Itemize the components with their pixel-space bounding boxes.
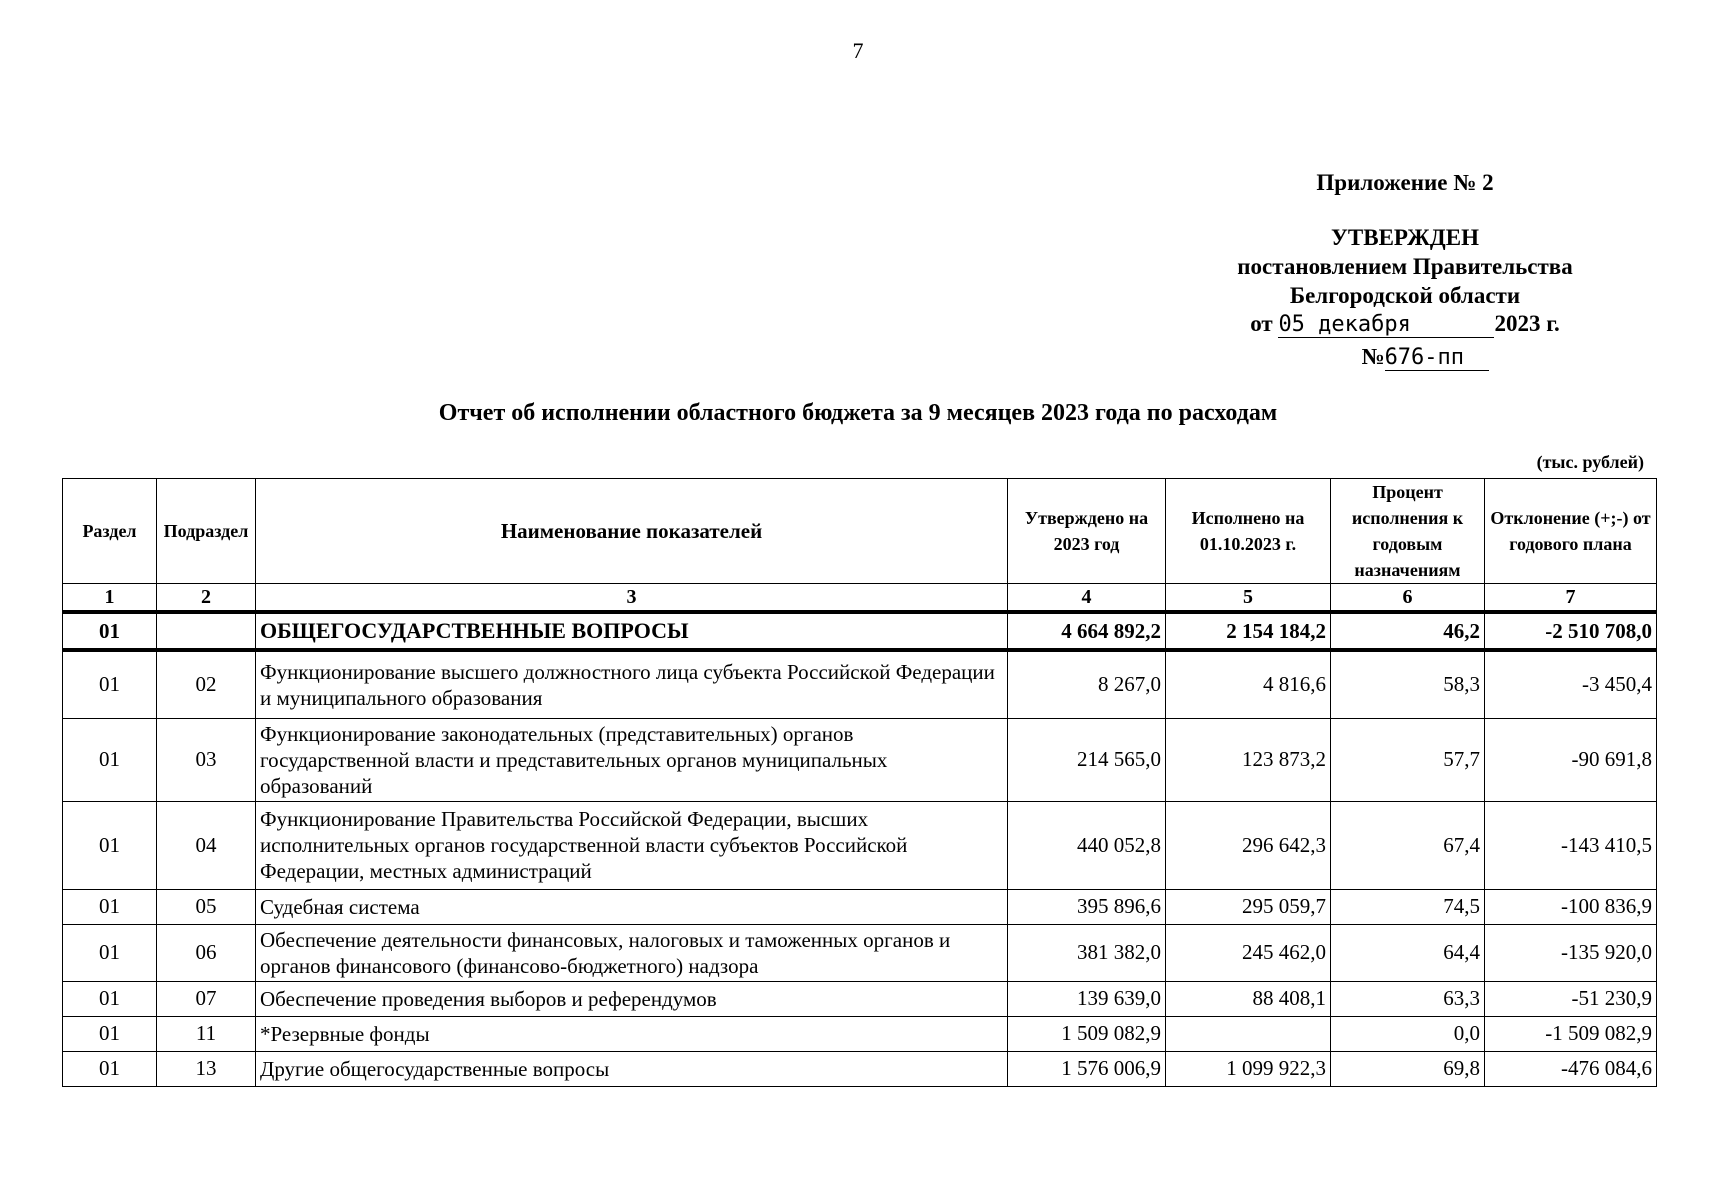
deviation-cell: -2 510 708,0 [1485,612,1657,650]
deviation-cell: -476 084,6 [1485,1051,1657,1086]
name-cell: Функционирование Правительства Российской Федерации, высших исполнительных органов государственной власти субъектов Российской Федерации, местных администраций [256,801,1008,889]
approved-cell: 440 052,8 [1008,801,1166,889]
executed-cell: 295 059,7 [1166,889,1331,924]
header-row [63,479,1657,584]
executed-cell: 4 816,6 [1166,650,1331,718]
subsection-cell: 07 [157,981,256,1016]
table-row [63,1016,1657,1051]
col-header-percent: Процент исполнения к годовым назначениям [1331,479,1485,584]
subsection-cell: 13 [157,1051,256,1086]
number-value: 676-пп [1385,345,1489,371]
column-number-row [63,584,1657,613]
table-row [63,650,1657,718]
deviation-cell: -3 450,4 [1485,650,1657,718]
date-prefix: от [1250,311,1273,336]
percent-cell: 74,5 [1331,889,1485,924]
col-header-approved: Утверждено на 2023 год [1008,479,1166,584]
percent-cell: 0,0 [1331,1016,1485,1051]
approved-by-line2: Белгородской области [1289,283,1521,308]
executed-cell: 88 408,1 [1166,981,1331,1016]
page-number: 7 [852,38,864,63]
percent-cell: 46,2 [1331,612,1485,650]
section-cell: 01 [63,1016,157,1051]
col-number: 7 [1485,584,1657,613]
name-cell: *Резервные фонды [256,1016,1008,1051]
col-header-executed: Исполнено на 01.10.2023 г. [1166,479,1331,584]
name-cell: Функционирование высшего должностного лица субъекта Российской Федерации и муниципального образования [256,650,1008,718]
budget-table [62,478,1657,1087]
name-cell: Обеспечение деятельности финансовых, налоговых и таможенных органов и органов финансового (финансово-бюджетного) надзора [256,924,1008,981]
deviation-cell: -100 836,9 [1485,889,1657,924]
executed-cell: 245 462,0 [1166,924,1331,981]
units-label: (тыс. рублей) [1536,452,1644,472]
executed-cell: 123 873,2 [1166,718,1331,801]
approved-cell: 1 576 006,9 [1008,1051,1166,1086]
section-cell: 01 [63,801,157,889]
subsection-cell: 04 [157,801,256,889]
date-value: 05 декабря [1278,312,1494,338]
table-row [63,1051,1657,1086]
approval-number [1225,344,1625,371]
section-cell: 01 [63,718,157,801]
section-cell: 01 [63,612,157,650]
approved-cell: 214 565,0 [1008,718,1166,801]
subsection-cell: 05 [157,889,256,924]
col-header-section: Раздел [63,479,157,584]
approved-cell: 381 382,0 [1008,924,1166,981]
executed-cell [1166,1016,1331,1051]
executed-cell: 296 642,3 [1166,801,1331,889]
percent-cell: 67,4 [1331,801,1485,889]
name-cell: Другие общегосударственные вопросы [256,1051,1008,1086]
approved-cell: 4 664 892,2 [1008,612,1166,650]
total-row [63,612,1657,650]
name-cell: ОБЩЕГОСУДАРСТВЕННЫЕ ВОПРОСЫ [256,612,1008,650]
section-cell: 01 [63,650,157,718]
approved-label: УТВЕРЖДЕН [1331,225,1479,250]
deviation-cell: -143 410,5 [1485,801,1657,889]
subsection-cell: 02 [157,650,256,718]
table-row [63,924,1657,981]
col-number: 6 [1331,584,1485,613]
deviation-cell: -135 920,0 [1485,924,1657,981]
number-prefix: № [1361,344,1385,369]
col-header-subsection: Подраздел [157,479,256,584]
executed-cell: 1 099 922,3 [1166,1051,1331,1086]
table-row [63,981,1657,1016]
percent-cell: 58,3 [1331,650,1485,718]
col-number: 2 [157,584,256,613]
col-number: 4 [1008,584,1166,613]
approval-date [1205,311,1605,338]
appendix-label: Приложение № 2 [1316,170,1494,195]
percent-cell: 57,7 [1331,718,1485,801]
approved-by-line1: постановлением Правительства [1237,254,1573,279]
date-year: 2023 г. [1494,311,1560,336]
executed-cell: 2 154 184,2 [1166,612,1331,650]
col-header-deviation: Отклонение (+;-) от годового плана [1485,479,1657,584]
col-number: 1 [63,584,157,613]
col-number: 3 [256,584,1008,613]
table-row [63,889,1657,924]
section-cell: 01 [63,889,157,924]
section-cell: 01 [63,981,157,1016]
deviation-cell: -90 691,8 [1485,718,1657,801]
approved-cell: 395 896,6 [1008,889,1166,924]
section-cell: 01 [63,1051,157,1086]
table-row [63,801,1657,889]
percent-cell: 69,8 [1331,1051,1485,1086]
name-cell: Функционирование законодательных (представительных) органов государственной власти и представительных органов муниципальных образований [256,718,1008,801]
percent-cell: 63,3 [1331,981,1485,1016]
subsection-cell: 03 [157,718,256,801]
subsection-cell: 11 [157,1016,256,1051]
col-header-name: Наименование показателей [256,479,1008,584]
approved-cell: 1 509 082,9 [1008,1016,1166,1051]
name-cell: Обеспечение проведения выборов и референдумов [256,981,1008,1016]
col-number: 5 [1166,584,1331,613]
approved-cell: 139 639,0 [1008,981,1166,1016]
approved-cell: 8 267,0 [1008,650,1166,718]
subsection-cell [157,612,256,650]
subsection-cell: 06 [157,924,256,981]
deviation-cell: -1 509 082,9 [1485,1016,1657,1051]
percent-cell: 64,4 [1331,924,1485,981]
table-row [63,718,1657,801]
name-cell: Судебная система [256,889,1008,924]
report-title: Отчет об исполнении областного бюджета за 9 месяцев 2023 года по расходам [438,400,1278,426]
deviation-cell: -51 230,9 [1485,981,1657,1016]
section-cell: 01 [63,924,157,981]
